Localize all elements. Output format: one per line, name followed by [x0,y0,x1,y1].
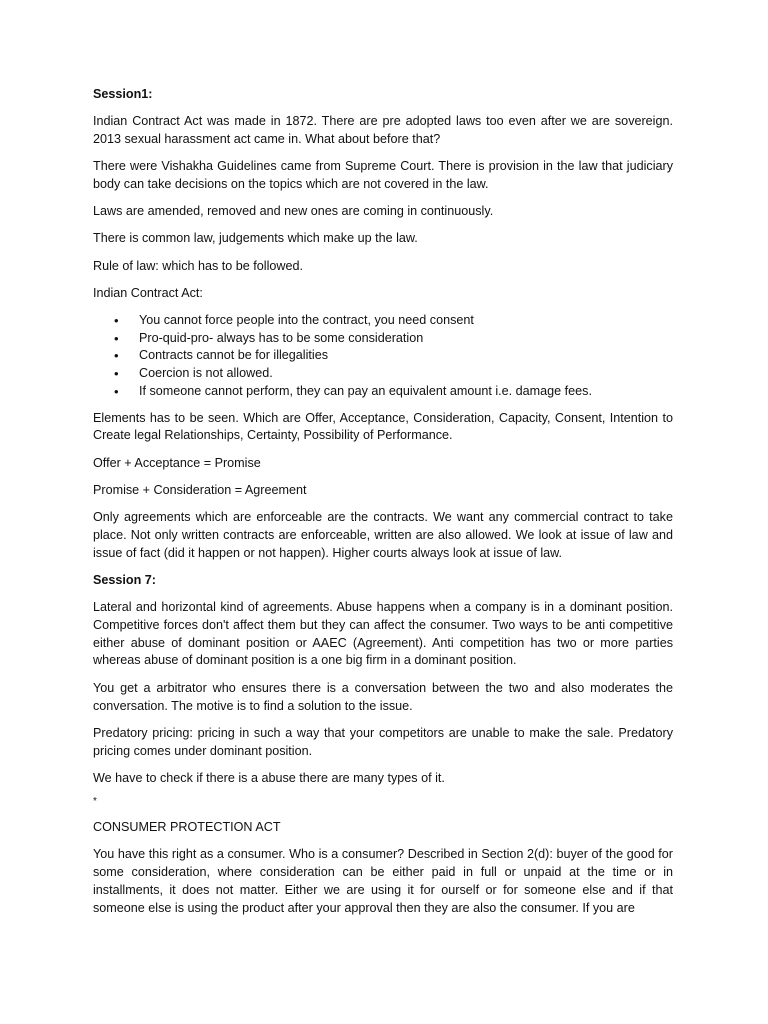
list-item [93,330,673,348]
bullet-icon: • [114,330,119,346]
list-item-text: If someone cannot perform, they can pay an equivalent amount i.e. damage fees. [139,383,592,398]
paragraph-promise-consideration: Promise + Consideration = Agreement [93,483,307,498]
list-item-text: Pro-quid-pro- always has to be some consideration [139,330,424,345]
bullet-icon: • [114,313,119,329]
paragraph-contract-act-history: Indian Contract Act was made in 1872. There are pre adopted laws too even after we are sovereign. 2013 sexual harassment act came in. What about before that? [93,113,673,146]
paragraph-rule-of-law: Rule of law: which has to be followed. [93,258,304,273]
bullet-icon: • [114,383,119,399]
contract-principles-list [93,312,673,400]
bullet-icon: • [114,365,119,381]
list-item-text: Contracts cannot be for illegalities [139,348,329,363]
session7-heading: Session 7: [93,573,156,588]
paragraph-lateral-horizontal: Lateral and horizontal kind of agreements. Abuse happens when a company is in a dominant position. Competitive forces don't affect them but they can affect the consumer. Two ways to be anti competitive either abuse of dominant position or AAEC (Agreement). Anti competition has two or more parties whereas abuse of dominant position is a one big firm in a dominant position. [93,600,673,668]
paragraph-common-law: There is common law, judgements which make up the law. [93,231,418,246]
paragraph-consumer-rights: You have this right as a consumer. Who is a consumer? Described in Section 2(d): buyer of the good for some consideration, where consideration can be either paid in full or unpaid at the time or in installments, it does not matter. Either we are using it for ourself or for someone else and if that someone else is using the product after your approval then they are also the consumer. If you are [93,847,673,915]
paragraph-vishakha-guidelines: There were Vishakha Guidelines came from Supreme Court. There is provision in the law that judiciary body can take decisions on the topics which are not covered in the law. [93,158,673,191]
paragraph-offer-acceptance: Offer + Acceptance = Promise [93,455,261,470]
paragraph-enforceable-agreements: Only agreements which are enforceable are the contracts. We want any commercial contract to take place. Not only written contracts are enforceable, written are also allowed. We look at issue of law and issue of fact (did it happen or not happen). Higher courts always look at issue of law. [93,510,673,560]
asterisk-marker: * [93,796,97,808]
list-item-text: Coercion is not allowed. [139,365,273,380]
list-item-text: You cannot force people into the contract, you need consent [139,313,474,328]
paragraph-elements: Elements has to be seen. Which are Offer, Acceptance, Consideration, Capacity, Consent, Intention to Create legal Relationships, Certainty, Possibility of Performance. [93,410,673,443]
session1-heading: Session1: [93,87,153,101]
list-item [93,312,673,330]
consumer-protection-heading: CONSUMER PROTECTION ACT [93,820,281,835]
list-item [93,347,673,365]
document-page [93,86,673,927]
paragraph-arbitrator: You get a arbitrator who ensures there is a conversation between the two and also moderates the conversation. The motive is to find a solution to the issue. [93,680,673,713]
bullet-icon: • [114,348,119,364]
list-item [93,383,673,401]
paragraph-laws-amended: Laws are amended, removed and new ones are coming in continuously. [93,203,494,218]
paragraph-indian-contract-act-label: Indian Contract Act: [93,285,203,300]
paragraph-abuse-types: We have to check if there is a abuse there are many types of it. [93,770,445,785]
paragraph-predatory-pricing: Predatory pricing: pricing in such a way that your competitors are unable to make the sale. Predatory pricing comes under dominant position. [93,725,673,758]
list-item [93,365,673,383]
